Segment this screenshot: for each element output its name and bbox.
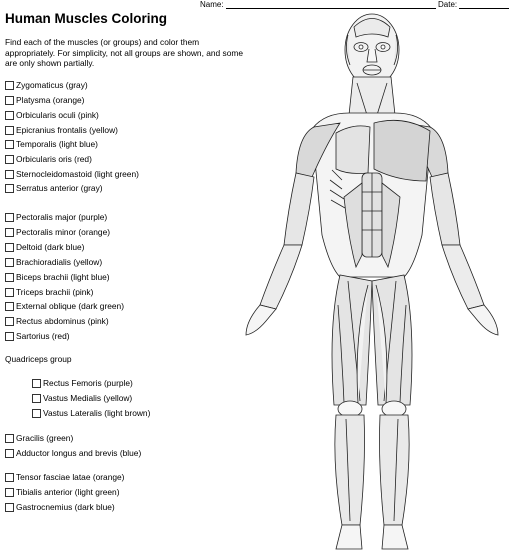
item-label: Vastus Lateralis (light brown) — [43, 408, 151, 418]
checklist-item[interactable] — [5, 183, 103, 193]
eye-left — [359, 45, 363, 49]
hand-left — [246, 305, 276, 335]
checkbox[interactable] — [5, 243, 14, 252]
checkbox[interactable] — [5, 228, 14, 237]
checklist-item[interactable] — [5, 272, 110, 282]
item-label: Brachioradialis (yellow) — [16, 257, 103, 267]
checkbox[interactable] — [5, 503, 14, 512]
nose — [367, 49, 377, 62]
item-label: Triceps brachii (pink) — [16, 287, 94, 297]
checklist-item[interactable] — [5, 212, 107, 222]
quadriceps-group-label: Quadriceps group — [5, 354, 72, 364]
item-label: Adductor longus and brevis (blue) — [16, 448, 142, 458]
checkbox[interactable] — [5, 170, 14, 179]
checkbox[interactable] — [5, 434, 14, 443]
item-label: Vastus Medialis (yellow) — [43, 393, 133, 403]
item-label: Pectoralis major (purple) — [16, 212, 108, 222]
checklist-item[interactable] — [5, 139, 98, 149]
eye-right — [381, 45, 385, 49]
item-label: Pectoralis minor (orange) — [16, 227, 111, 237]
checklist-item[interactable] — [5, 257, 102, 267]
item-label: Biceps brachii (light blue) — [16, 272, 110, 282]
checklist-item[interactable] — [5, 227, 110, 237]
checkbox[interactable] — [5, 332, 14, 341]
checklist-item[interactable] — [5, 331, 70, 341]
instructions: Find each of the muscles (or groups) and color them appropriately. For simplicity, not all groups are shown, and some are only shown partially. — [5, 37, 244, 68]
checklist-item[interactable] — [5, 487, 120, 497]
muscle-diagram — [232, 5, 512, 555]
item-label: Gastrocnemius (dark blue) — [16, 502, 115, 512]
date-label: Date: — [438, 0, 458, 9]
item-label: Orbicularis oculi (pink) — [16, 110, 99, 120]
checkbox[interactable] — [5, 184, 14, 193]
item-label: Gracilis (green) — [16, 433, 74, 443]
item-label: Orbicularis oris (red) — [16, 154, 92, 164]
checklist-item[interactable] — [5, 301, 124, 311]
checklist-item[interactable] — [5, 95, 84, 105]
brachioradialis-left — [260, 245, 302, 309]
checklist-item[interactable] — [5, 502, 115, 512]
checkbox[interactable] — [5, 473, 14, 482]
pectoralis-major — [374, 120, 430, 181]
neck — [349, 77, 395, 115]
page-title: Human Muscles Coloring — [5, 11, 168, 26]
checkbox[interactable] — [5, 96, 14, 105]
item-label: Sternocleidomastoid (light green) — [16, 169, 139, 179]
pectoralis-minor — [336, 126, 370, 174]
checkbox[interactable] — [5, 126, 14, 135]
checkbox[interactable] — [32, 409, 41, 418]
item-label: Tibialis anterior (light green) — [16, 487, 120, 497]
checkbox[interactable] — [5, 488, 14, 497]
biceps-brachii-right — [430, 173, 460, 245]
checkbox[interactable] — [5, 140, 14, 149]
item-label: Rectus Femoris (purple) — [43, 378, 133, 388]
item-label: Serratus anterior (gray) — [16, 183, 103, 193]
checkbox[interactable] — [5, 111, 14, 120]
checklist-item[interactable] — [32, 378, 133, 388]
checkbox[interactable] — [5, 288, 14, 297]
checklist-item[interactable] — [5, 110, 99, 120]
brachioradialis-right — [442, 245, 484, 309]
checkbox[interactable] — [5, 449, 14, 458]
checkbox[interactable] — [5, 317, 14, 326]
checklist-item[interactable] — [5, 316, 109, 326]
item-label: Rectus abdominus (pink) — [16, 316, 109, 326]
checkbox[interactable] — [5, 273, 14, 282]
item-label: External oblique (dark green) — [16, 301, 125, 311]
foot-right — [382, 525, 408, 549]
name-label: Name: — [200, 0, 224, 9]
checkbox[interactable] — [5, 213, 14, 222]
checklist-item[interactable] — [5, 433, 73, 443]
checkbox[interactable] — [5, 155, 14, 164]
item-label: Tensor fasciae latae (orange) — [16, 472, 125, 482]
checklist-item[interactable] — [5, 472, 124, 482]
checklist-item[interactable] — [5, 169, 139, 179]
checklist-item[interactable] — [5, 287, 93, 297]
foot-left — [336, 525, 362, 549]
item-label: Temporalis (light blue) — [16, 139, 98, 149]
checklist-item[interactable] — [5, 125, 118, 135]
checklist-item[interactable] — [5, 242, 84, 252]
hand-right — [468, 305, 498, 335]
item-label: Deltoid (dark blue) — [16, 242, 85, 252]
checklist-item[interactable] — [32, 408, 150, 418]
checkbox[interactable] — [5, 81, 14, 90]
biceps-brachii-left — [284, 173, 314, 245]
checkbox[interactable] — [5, 302, 14, 311]
item-label: Epicranius frontalis (yellow) — [16, 125, 118, 135]
checkbox[interactable] — [32, 394, 41, 403]
checklist-item[interactable] — [32, 393, 132, 403]
checkbox[interactable] — [32, 379, 41, 388]
checkbox[interactable] — [5, 258, 14, 267]
checklist-item[interactable] — [5, 80, 88, 90]
item-label: Platysma (orange) — [16, 95, 85, 105]
item-label: Sartorius (red) — [16, 331, 70, 341]
checklist-item[interactable] — [5, 448, 141, 458]
item-label: Zygomaticus (gray) — [16, 80, 88, 90]
checklist-item[interactable] — [5, 154, 92, 164]
